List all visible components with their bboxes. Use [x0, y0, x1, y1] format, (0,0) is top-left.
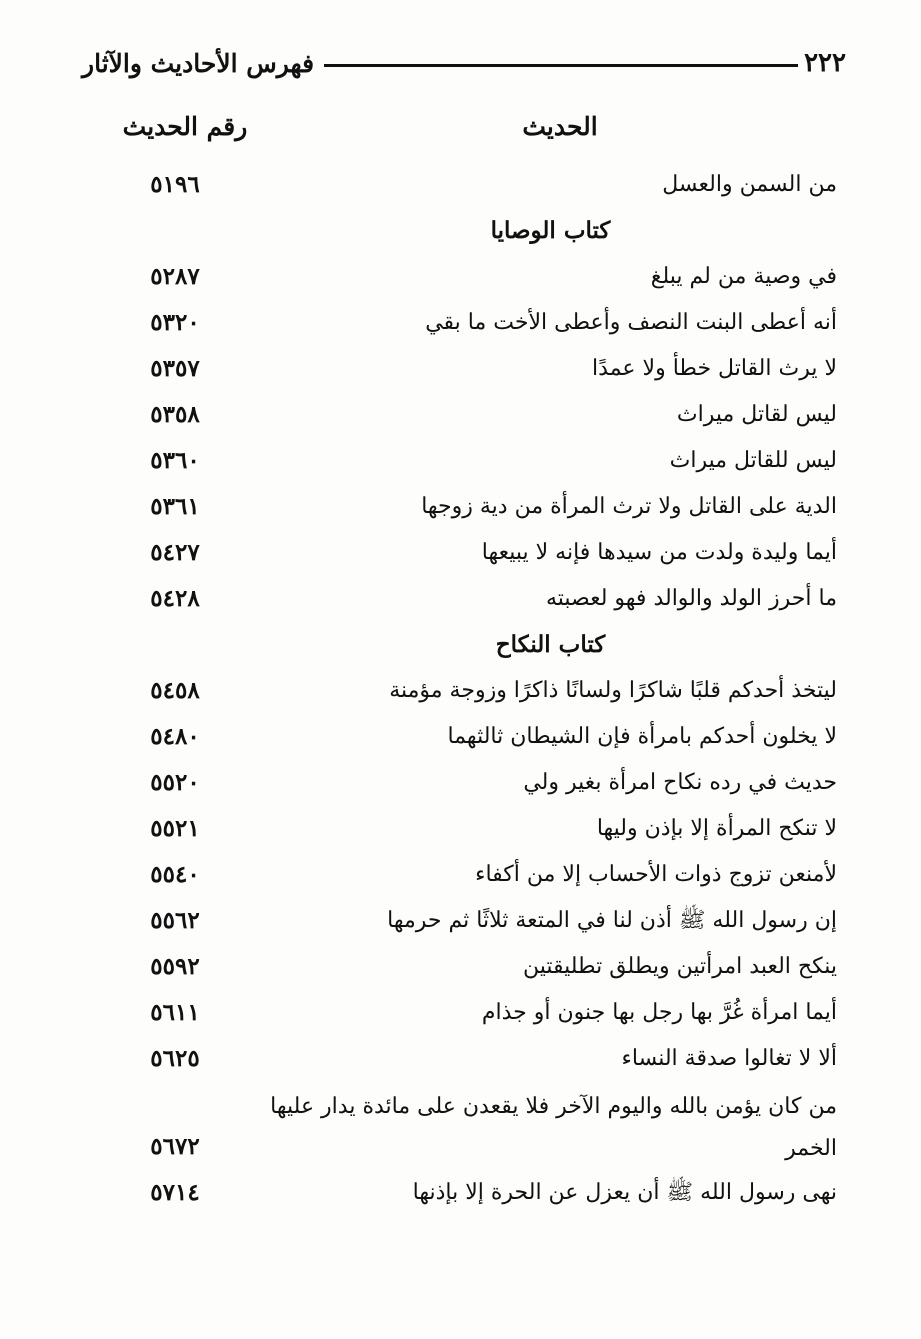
index-row [0, 1170, 921, 1216]
hadith-number: ٥٤٢٨ [150, 585, 200, 612]
hadith-text: لا يرث القاتل خطأ ولا عمدًا [592, 356, 837, 381]
hadith-text: ألا لا تغالوا صدقة النساء [621, 1046, 837, 1071]
hadith-text: لا يخلون أحدكم بامرأة فإن الشيطان ثالثهما [447, 724, 837, 749]
index-row [0, 990, 921, 1036]
hadith-text: لأمنعن تزوج ذوات الأحساب إلا من أكفاء [475, 862, 837, 887]
hadith-number: ٥٦٢٥ [150, 1045, 200, 1072]
index-row [0, 714, 921, 760]
hadith-number: ٥٧١٤ [150, 1179, 200, 1206]
hadith-number: ٥٤٨٠ [150, 723, 200, 750]
hadith-number: ٥٣٦١ [150, 493, 200, 520]
header-rule [324, 64, 798, 67]
index-row [0, 898, 921, 944]
hadith-text: ينكح العبد امرأتين ويطلق تطليقتين [522, 954, 837, 979]
index-row [0, 438, 921, 484]
hadith-text: في وصية من لم يبلغ [650, 264, 837, 289]
hadith-number: ٥٣٥٨ [150, 401, 200, 428]
hadith-number: ٥٥٦٢ [150, 907, 200, 934]
hadith-number: ٥٣٦٠ [150, 447, 200, 474]
column-header-hadith: الحديث [522, 112, 598, 141]
index-row [0, 254, 921, 300]
running-title: فهرس الأحاديث والآثار [82, 48, 315, 78]
hadith-text: ليتخذ أحدكم قلبًا شاكرًا ولسانًا ذاكرًا وزوجة مؤمنة [389, 678, 837, 703]
hadith-text: أيما امرأة غُرَّ بها رجل بها جنون أو جذام [481, 1000, 837, 1025]
index-row [0, 300, 921, 346]
hadith-number: ٥٥٢١ [150, 815, 200, 842]
hadith-number: ٥٥٩٢ [150, 953, 200, 980]
hadith-text: ليس لقاتل ميراث [676, 402, 837, 427]
hadith-text: ليس للقاتل ميراث [669, 448, 837, 473]
index-row [0, 1036, 921, 1082]
index-row [0, 944, 921, 990]
hadith-text: من السمن والعسل [662, 172, 837, 197]
hadith-text: حديث في رده نكاح امرأة بغير ولي [523, 770, 837, 795]
index-list [0, 162, 921, 1216]
hadith-text: أيما وليدة ولدت من سيدها فإنه لا يبيعها [481, 540, 837, 565]
section-heading-row [0, 622, 921, 668]
section-heading-row [0, 208, 921, 254]
hadith-text: لا تنكح المرأة إلا بإذن وليها [596, 816, 837, 841]
hadith-number: ٥٢٨٧ [150, 263, 200, 290]
hadith-number: ٥١٩٦ [150, 171, 200, 198]
page-number: ٢٢٢ [804, 48, 846, 78]
column-header-number: رقم الحديث [122, 112, 248, 141]
section-heading: كتاب الوصايا [490, 217, 611, 244]
index-row [0, 162, 921, 208]
index-row [0, 576, 921, 622]
hadith-text: من كان يؤمن بالله واليوم الآخر فلا يقعدن على مائدة يدار عليها الخمر [270, 1094, 837, 1161]
hadith-number: ٥٥٤٠ [150, 861, 200, 888]
hadith-text: الدية على القاتل ولا ترث المرأة من دية زوجها [421, 494, 837, 519]
hadith-number: ٥٦١١ [150, 999, 200, 1026]
hadith-number: ٥٤٢٧ [150, 539, 200, 566]
index-row [0, 806, 921, 852]
index-row [0, 530, 921, 576]
section-heading: كتاب النكاح [495, 631, 606, 658]
hadith-number: ٥٤٥٨ [150, 677, 200, 704]
hadith-number: ٥٣٥٧ [150, 355, 200, 382]
hadith-number: ٥٥٢٠ [150, 769, 200, 796]
hadith-number: ٥٦٧٢ [150, 1133, 200, 1160]
index-row [0, 484, 921, 530]
index-row [0, 668, 921, 714]
hadith-text: نهى رسول الله ﷺ أن يعزل عن الحرة إلا بإذنها [412, 1180, 837, 1205]
index-row [0, 392, 921, 438]
index-row [0, 346, 921, 392]
index-row [0, 760, 921, 806]
page-header [82, 40, 846, 86]
hadith-text: إن رسول الله ﷺ أذن لنا في المتعة ثلاثًا ثم حرمها [387, 908, 837, 933]
index-row [0, 1082, 921, 1170]
hadith-text: ما أحرز الولد والوالد فهو لعصبته [545, 586, 837, 611]
hadith-text: أنه أعطى البنت النصف وأعطى الأخت ما بقي [425, 310, 837, 335]
index-row [0, 852, 921, 898]
hadith-number: ٥٣٢٠ [150, 309, 200, 336]
